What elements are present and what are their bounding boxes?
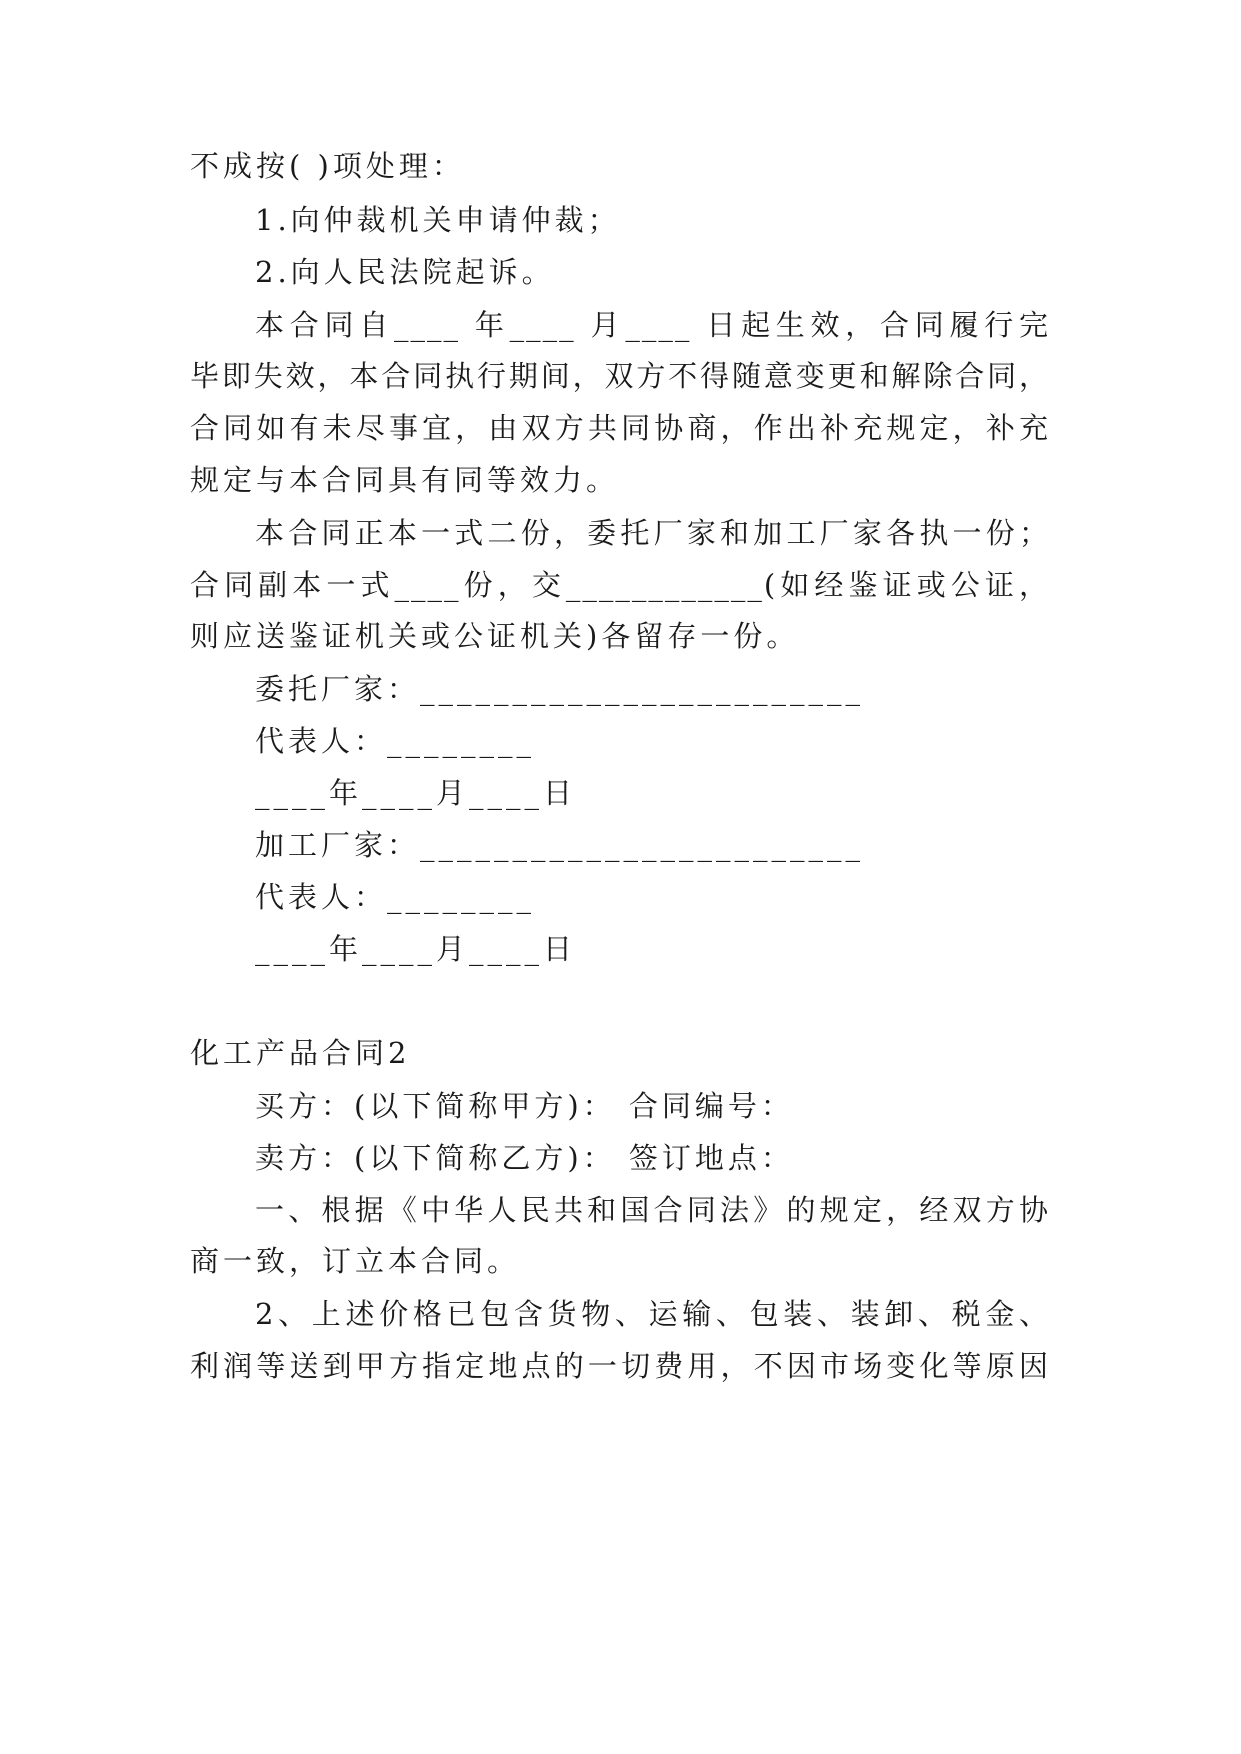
text-line: 本合同自____ 年____ 月____ 日起生效，合同履行完	[255, 308, 1050, 342]
section-title: 化工产品合同2	[190, 1036, 411, 1070]
text-line: 商一致，订立本合同。	[190, 1244, 521, 1278]
text-line: 2、上述价格已包含货物、运输、包装、装卸、税金、	[255, 1297, 1050, 1331]
text-line: 则应送鉴证机关或公证机关)各留存一份。	[190, 619, 800, 653]
text-line: 规定与本合同具有同等效力。	[190, 463, 620, 497]
text-line: 毕即失效，本合同执行期间，双方不得随意变更和解除合同，	[190, 359, 1050, 393]
date-line: ____年____月____日	[255, 776, 577, 810]
text-line: 合同如有未尽事宜，由双方共同协商，作出补充规定，补充	[190, 411, 1050, 445]
text-line: 本合同正本一式二份，委托厂家和加工厂家各执一份；	[255, 516, 1050, 550]
text-line: 卖方：(以下简称乙方)： 签订地点：	[255, 1141, 794, 1175]
text-line: 一、根据《中华人民共和国合同法》的规定，经双方协	[255, 1193, 1050, 1227]
signature-line: 委托厂家：________________________	[255, 672, 865, 706]
signature-line: 代表人：________	[255, 880, 536, 914]
text-line: 1.向仲裁机关申请仲裁；	[255, 203, 621, 237]
text-line: 利润等送到甲方指定地点的一切费用，不因市场变化等原因	[190, 1349, 1050, 1383]
text-line: 买方：(以下简称甲方)： 合同编号：	[255, 1089, 794, 1123]
signature-line: 加工厂家：________________________	[255, 828, 865, 862]
text-line: 不成按( )项处理：	[190, 149, 465, 183]
date-line: ____年____月____日	[255, 932, 577, 966]
signature-line: 代表人：________	[255, 724, 536, 758]
text-line: 2.向人民法院起诉。	[255, 255, 555, 289]
text-line: 合同副本一式____份，交____________(如经鉴证或公证，	[190, 568, 1050, 602]
